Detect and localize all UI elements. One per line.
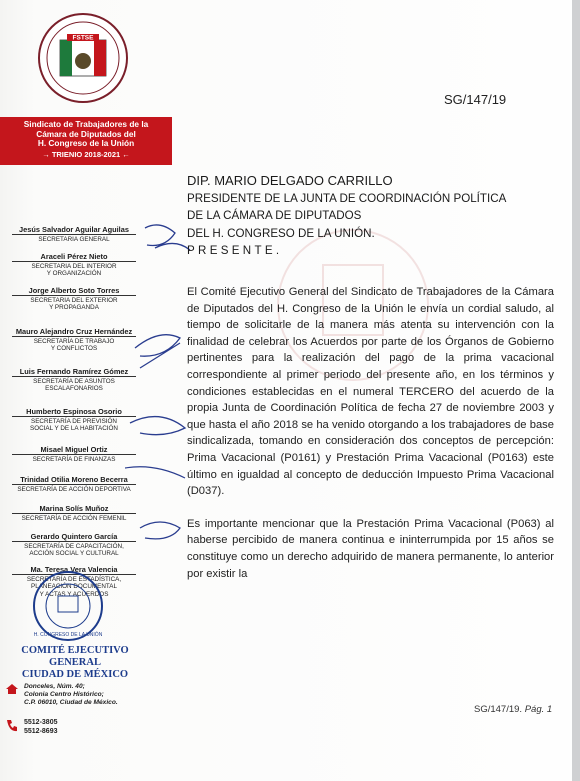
seal-text: H. CONGRESO DE LA UNIÓN [33, 632, 103, 638]
divider [12, 295, 136, 296]
divider [12, 234, 136, 235]
member-name: Marina Solís Muñoz [39, 504, 109, 513]
phone-numbers [24, 718, 57, 736]
member-name: Gerardo Quintero García [30, 532, 118, 541]
recipient-name: DIP. MARIO DELGADO CARRILLO [187, 173, 393, 188]
member-name: Ma. Teresa Vera Valencia [30, 565, 118, 574]
member-name: Humberto Espinosa Osorio [26, 407, 122, 416]
divider [12, 541, 136, 542]
member-role: SECRETARÍA DE ACCIÓN FEMENIL [21, 515, 127, 522]
member-role: SECRETARÍA DE TRABAJO [33, 338, 115, 345]
member-role: PLANEACIÓN DOCUMENTAL [31, 583, 117, 591]
member-role: Y PROPAGANDA [49, 304, 99, 312]
member-role: SECRETARÍA DE FINANZAS [32, 456, 116, 463]
divider [12, 484, 136, 485]
page-edge-shadow [572, 0, 580, 781]
recipient-block [187, 172, 506, 260]
member-role: SOCIAL Y DE LA HABITACIÓN [30, 425, 118, 433]
member-role: Y ACTAS Y ACUERDOS [39, 590, 109, 598]
banner-line-3: H. Congreso de la Unión [37, 138, 135, 148]
union-seal-icon [10, 570, 128, 642]
member-role: Y CONFLICTOS [50, 345, 98, 353]
address-line-3: C.P. 06010, Ciudad de México. [24, 699, 118, 707]
banner-line-1: Sindicato de Trabajadores de la [23, 119, 149, 129]
period-right-arrow-icon: ← [120, 149, 130, 159]
logo-text: FSTSE [72, 34, 94, 42]
footer-reference: SG/147/19. [474, 704, 523, 715]
member-name: Araceli Pérez Nieto [40, 252, 108, 261]
address-line-2: Colonia Centro Histórico; [24, 691, 104, 699]
address-line-1: Donceles, Núm. 40; [24, 683, 85, 690]
member-role: ESCALAFONARIOS [45, 385, 103, 393]
greeting: PRESENTE. [187, 244, 283, 257]
union-banner [0, 117, 172, 165]
member-role: Y ORGANIZACIÓN [46, 270, 102, 278]
member-name: Misael Miguel Ortiz [40, 445, 108, 454]
member-role: ACCIÓN SOCIAL Y CULTURAL [29, 550, 119, 558]
divider [12, 513, 136, 514]
reference-number: SG/147/19 [444, 92, 507, 107]
page-footer [474, 704, 552, 715]
member-role: SECRETARÍA DE ACCIÓN DEPORTIVA [17, 486, 131, 493]
paragraph-1: El Comité Ejecutivo General del Sindicato de Trabajadores de la Cámara de Diputados del H. Congreso de la Unión le envía un cordial saludo, al tiempo de solicitarle de la manera más atenta su intervención con la finalidad de celebrar los Acuerdos por parte de los Órganos de Gobierno pertinentes para la realización del pago de la prima vacacional correspondiente al primer periodo del presente año, en los términos y condiciones establecidas en el numeral TERCERO del acuerdo de la propia Junta de Coordinación Política de fecha 27 de noviembre 2003 y que hasta el año 2018 se ha venido otorgando a los trabajadores de base sindicalizada, tomando en consideración dos conceptos de percepción: Prima Vacacional (P0161) y Prestación Prima Vacacional (P0163) este último en igualdad al concepto de deducción Impuesto Prima Vacacional (D037). [187, 286, 554, 498]
committee-line-2: CIUDAD DE MÉXICO [21, 669, 129, 680]
phone-2: 5512-8693 [24, 728, 58, 735]
member-role: SECRETARIA DEL INTERIOR [31, 263, 117, 270]
member-name: Jesús Salvador Aguilar Aguilas [19, 225, 129, 234]
divider [12, 376, 136, 377]
banner-line-2: Cámara de Diputados del [36, 128, 136, 139]
committee-heading [0, 645, 150, 681]
member-name: Mauro Alejandro Cruz Hernández [15, 327, 133, 336]
address [24, 683, 118, 708]
recipient-title-2: DE LA CÁMARA DE DIPUTADOS [187, 209, 362, 222]
page-number: Pág. 1 [524, 704, 553, 715]
home-icon [5, 683, 19, 695]
phone-icon [5, 719, 17, 733]
divider [12, 454, 136, 455]
member-role: SECRETARIA DEL EXTERIOR [30, 297, 118, 304]
divider [12, 261, 136, 262]
member-role: SECRETARÍA DE CAPACITACIÓN, [24, 543, 124, 550]
member-role: SECRETARIA GENERAL [38, 236, 110, 243]
member-role: SECRETARÍA DE ASUNTOS [33, 378, 115, 385]
divider [12, 416, 136, 417]
phone-1: 5512-3805 [24, 719, 58, 726]
paragraph-2: Es importante mencionar que la Prestación Prima Vacacional (P063) al haberse percibido de manera continua e ininterrumpida por 15 años se constituye como un derecho adquirido de manera permanente, lo anterior por existir la [187, 517, 554, 580]
member-name: Trinidad Otilia Moreno Becerra [20, 475, 128, 484]
fstse-logo-icon [37, 12, 129, 104]
recipient-title-1: PRESIDENTE DE LA JUNTA DE COORDINACIÓN POLÍTICA [187, 191, 507, 205]
letter-body [187, 284, 554, 598]
recipient-title-3: DEL H. CONGRESO DE LA UNIÓN. [187, 226, 375, 240]
committee-line-1: COMITÉ EJECUTIVO GENERAL [21, 645, 129, 668]
banner-period: → TRIENIO 2018-2021 ← [42, 149, 130, 159]
member-role: SECRETARÍA DE PREVISIÓN [31, 418, 117, 425]
member-role: SECRETARÍA DE ESTADÍSTICA, [26, 576, 122, 583]
member-name: Jorge Alberto Soto Torres [28, 286, 120, 295]
period-left-arrow-icon: → [42, 149, 52, 159]
divider [12, 336, 136, 337]
member-name: Luis Fernando Ramírez Gómez [19, 367, 129, 376]
